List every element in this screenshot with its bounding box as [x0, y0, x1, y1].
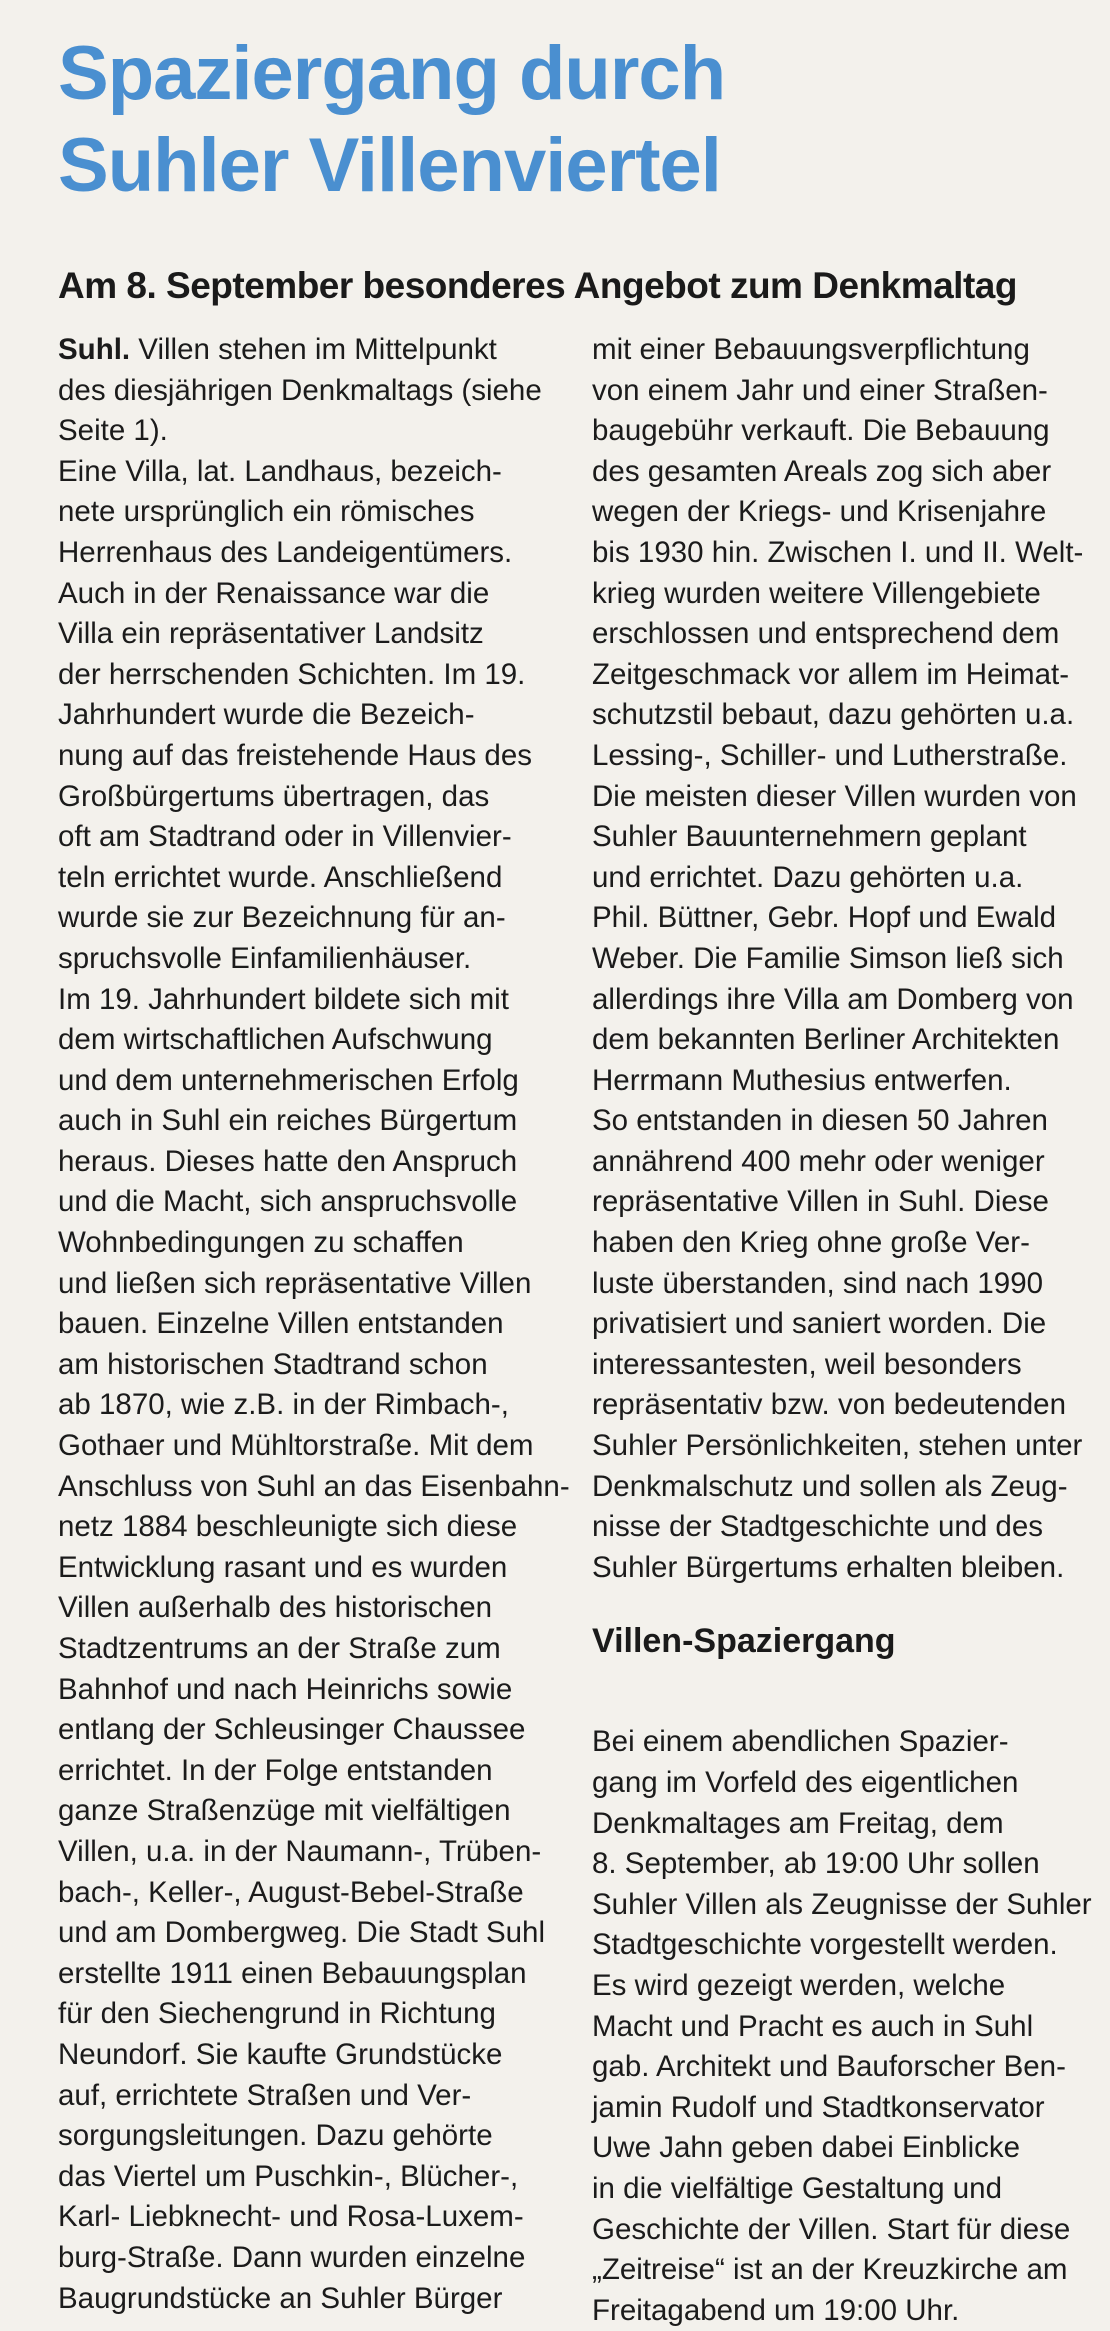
text-line: Villen außerhalb des historischen	[58, 1591, 493, 1625]
headline-line-1: Spaziergang durch	[58, 31, 726, 116]
headline	[58, 28, 1058, 212]
text-line: Weber. Die Familie Simson ließ sich	[592, 941, 1064, 975]
text-line: Lessing-, Schiller- und Lutherstraße.	[592, 738, 1068, 772]
lead-line	[58, 330, 568, 371]
text-line: gab. Architekt und Bauforscher Ben-	[592, 2050, 1066, 2084]
text-line: Wohnbedingungen zu schaffen	[58, 1226, 464, 1260]
text-line: sorgungsleitungen. Dazu gehörte	[58, 2119, 493, 2153]
text-line: nete ursprünglich ein römisches	[58, 495, 475, 529]
text-line: Auch in der Renaissance war die	[58, 576, 490, 610]
text-line: krieg wurden weitere Villengebiete	[592, 576, 1041, 610]
text-line: und am Dombergweg. Die Stadt Suhl	[58, 1916, 546, 1950]
text-line: und dem unternehmerischen Erfolg	[58, 1063, 519, 1097]
text-line: ab 1870, wie z.B. in der Rimbach-,	[58, 1388, 509, 1422]
text-line: das Viertel um Puschkin-, Blücher-,	[58, 2159, 519, 2193]
text-line: Die meisten dieser Villen wurden von	[592, 779, 1077, 813]
text-line: bauen. Einzelne Villen entstanden	[58, 1307, 504, 1341]
text-line: privatisiert und saniert worden. Die	[592, 1307, 1047, 1341]
text-line: der herrschenden Schichten. Im 19.	[58, 657, 526, 691]
text-line: Suhler Bauunternehmern geplant	[592, 820, 1027, 854]
text-line: entlang der Schleusinger Chaussee	[58, 1713, 526, 1747]
text-line: auf, errichtete Straßen und Ver-	[58, 2078, 472, 2112]
text-line: repräsentative Villen in Suhl. Diese	[592, 1185, 1049, 1219]
text-line: ganze Straßenzüge mit vielfältigen	[58, 1794, 511, 1828]
text-line: gang im Vorfeld des eigentlichen	[592, 1766, 1019, 1799]
text-line: heraus. Dieses hatte den Anspruch	[58, 1144, 518, 1178]
text-line: Zeitgeschmack vor allem im Heimat-	[592, 657, 1070, 691]
text-line: wurde sie zur Bezeichnung für an-	[58, 901, 506, 935]
right-column-body	[592, 330, 1092, 1588]
section-heading: Villen-Spaziergang	[592, 1622, 896, 1661]
text-line: Eine Villa, lat. Landhaus, bezeich-	[58, 454, 502, 488]
text-line: Großbürgertums übertragen, das	[58, 779, 490, 813]
text-line: Baugrundstücke an Suhler Bürger	[58, 2281, 503, 2315]
text-line: Im 19. Jahrhundert bildete sich mit	[58, 982, 509, 1016]
text-line: Denkmalschutz und sollen als Zeug-	[592, 1469, 1068, 1503]
text-line: Denkmaltages am Freitag, dem	[592, 1806, 1004, 1840]
section-body	[592, 1722, 1092, 2331]
text-line: Uwe Jahn geben dabei Einblicke	[592, 2131, 1021, 2165]
text-line: Neundorf. Sie kaufte Grundstücke	[58, 2037, 503, 2071]
text-line: errichtet. In der Folge entstanden	[58, 1753, 493, 1787]
text-line: Seite 1).	[58, 414, 168, 448]
text-line: jamin Rudolf und Stadtkonservator	[592, 2090, 1045, 2124]
text-line: erschlossen und entsprechend dem	[592, 617, 1060, 651]
text-line: burg-Straße. Dann wurden einzelne	[58, 2240, 526, 2274]
text-line: annährend 400 mehr oder weniger	[592, 1144, 1045, 1178]
text-line: nung auf das freistehende Haus des	[58, 738, 532, 772]
text-line: Geschichte der Villen. Start für diese	[592, 2212, 1071, 2246]
text-line: bis 1930 hin. Zwischen I. und II. Welt-	[592, 535, 1084, 569]
text-line: des diesjährigen Denkmaltags (siehe	[58, 373, 542, 407]
text-line: in die vielfältige Gestaltung und	[592, 2171, 1002, 2205]
text-line: und errichtet. Dazu gehörten u.a.	[592, 860, 1024, 894]
text-line: und ließen sich repräsentative Villen	[58, 1266, 532, 1300]
text-line: bach-, Keller-, August-Bebel-Straße	[58, 1875, 524, 1909]
text-line: baugebühr verkauft. Die Bebauung	[592, 414, 1050, 448]
text-line: dem bekannten Berliner Architekten	[592, 1023, 1060, 1057]
text-line: Bei einem abendlichen Spazier-	[592, 1725, 1009, 1759]
text-line: Suhler Persönlichkeiten, stehen unter	[592, 1429, 1083, 1463]
text-line: Stadtzentrums an der Straße zum	[58, 1632, 501, 1665]
text-line: haben den Krieg ohne große Ver-	[592, 1226, 1030, 1260]
text-line: nisse der Stadtgeschichte und des	[592, 1510, 1043, 1544]
text-line: 8. September, ab 19:00 Uhr sollen	[592, 1847, 1040, 1881]
text-line: interessantesten, weil besonders	[592, 1347, 1022, 1381]
text-line: mit einer Bebauungsverpflichtung	[592, 333, 1030, 366]
text-line: schutzstil bebaut, dazu gehörten u.a.	[592, 698, 1075, 732]
text-line: Es wird gezeigt werden, welche	[592, 1968, 1006, 2002]
text-line: oft am Stadtrand oder in Villenvier-	[58, 820, 512, 854]
text-line: wegen der Kriegs- und Krisenjahre	[592, 495, 1047, 529]
text-line: Villen, u.a. in der Naumann-, Trüben-	[58, 1834, 542, 1868]
text-line: luste überstanden, sind nach 1990	[592, 1266, 1044, 1300]
left-column-body	[58, 371, 568, 2320]
text-line: des gesamten Areals zog sich aber	[592, 454, 1052, 488]
text-line: erstellte 1911 einen Bebauungsplan	[58, 1956, 527, 1990]
text-line: Karl- Liebknecht- und Rosa-Luxem-	[58, 2200, 524, 2234]
text-line: teln errichtet wurde. Anschließend	[58, 860, 503, 894]
text-line: Phil. Büttner, Gebr. Hopf und Ewald	[592, 901, 1057, 935]
text-line: Gothaer und Mühltorstraße. Mit dem	[58, 1429, 534, 1463]
text-line: Anschluss von Suhl an das Eisenbahn-	[58, 1469, 570, 1503]
lead-line-text: Villen stehen im Mittelpunkt	[130, 333, 497, 366]
text-line: Villa ein repräsentativer Landsitz	[58, 617, 484, 651]
text-line: für den Siechengrund in Richtung	[58, 1997, 496, 2031]
text-line: Suhler Villen als Zeugnisse der Suhler	[592, 1887, 1092, 1921]
headline-line-2: Suhler Villenviertel	[58, 123, 721, 208]
text-line: repräsentativ bzw. von bedeutenden	[592, 1388, 1066, 1422]
text-line: netz 1884 beschleunigte sich diese	[58, 1510, 518, 1544]
text-line: Stadtgeschichte vorgestellt werden.	[592, 1928, 1058, 1962]
text-line: allerdings ihre Villa am Domberg von	[592, 982, 1074, 1016]
dateline: Suhl.	[58, 333, 131, 366]
text-line: und die Macht, sich anspruchsvolle	[58, 1185, 518, 1219]
text-line: So entstanden in diesen 50 Jahren	[592, 1104, 1048, 1138]
subheadline: Am 8. September besonderes Angebot zum Denkmaltag	[58, 265, 1017, 306]
text-line: Jahrhundert wurde die Bezeich-	[58, 698, 475, 732]
left-column	[58, 330, 568, 2319]
text-line: Herrenhaus des Landeigentümers.	[58, 535, 513, 569]
text-line: von einem Jahr und einer Straßen-	[592, 373, 1048, 407]
text-line: Macht und Pracht es auch in Suhl	[592, 2009, 1034, 2043]
text-line: Bahnhof und nach Heinrichs sowie	[58, 1672, 513, 1706]
text-line: auch in Suhl ein reiches Bürgertum	[58, 1104, 518, 1138]
right-column	[592, 330, 1092, 2331]
text-line: Herrmann Muthesius entwerfen.	[592, 1063, 1012, 1097]
text-line: dem wirtschaftlichen Aufschwung	[58, 1023, 493, 1057]
text-line: am historischen Stadtrand schon	[58, 1347, 488, 1381]
text-line: spruchsvolle Einfamilienhäuser.	[58, 941, 472, 975]
text-line: Suhler Bürgertums erhalten bleiben.	[592, 1550, 1065, 1584]
text-line: Entwicklung rasant und es wurden	[58, 1550, 508, 1584]
text-line: Freitagabend um 19:00 Uhr.	[592, 2293, 960, 2327]
text-line: „Zeitreise“ ist an der Kreuzkirche am	[592, 2253, 1068, 2287]
